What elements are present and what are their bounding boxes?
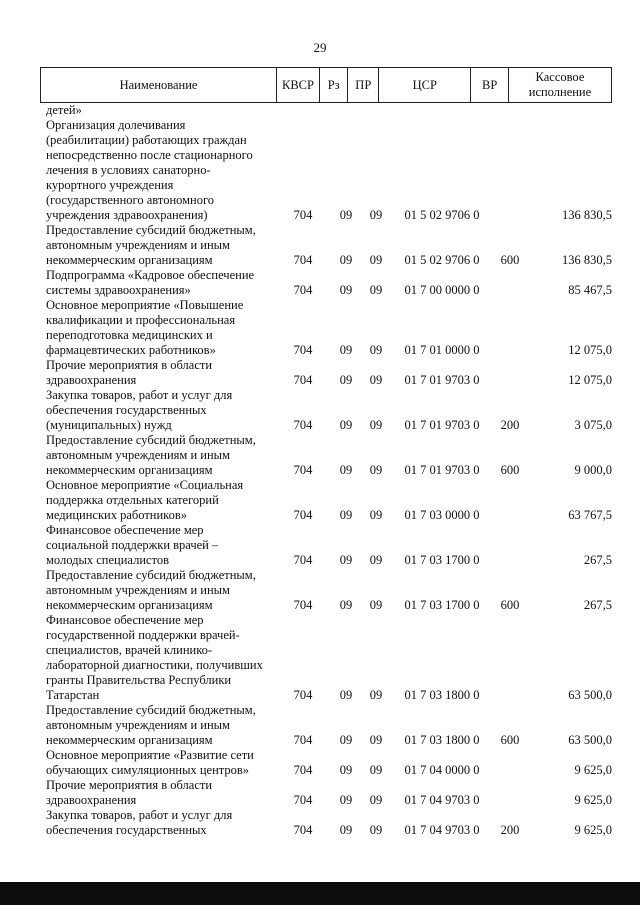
row-name-line: автономным учреждениям и иным — [46, 238, 230, 252]
row-name — [46, 778, 274, 808]
row-amount: 267,5 — [583, 598, 612, 612]
row-csr: 01 7 01 9703 0 — [404, 418, 480, 432]
header-rz: Рз — [319, 68, 348, 103]
row-name-line: Организация долечивания — [46, 118, 186, 132]
row-amount: 12 075,0 — [568, 373, 612, 387]
row-name-line: Закупка товаров, работ и услуг для — [46, 808, 233, 822]
row-amount: 3 075,0 — [574, 418, 612, 432]
row-name-line: государственной поддержки врачей- — [46, 628, 240, 642]
row-name-line: детей» — [46, 103, 82, 117]
row-name-line: социальной поддержки врачей – — [46, 538, 219, 552]
row-name — [46, 703, 274, 748]
row-kvsr: 704 — [293, 418, 313, 432]
table-row — [46, 358, 612, 388]
row-name-line: гранты Правительства Республики — [46, 673, 232, 687]
row-name-line: некоммерческим организациям — [46, 598, 213, 612]
row-rz: 09 — [339, 733, 353, 747]
row-kvsr: 704 — [293, 688, 313, 702]
row-csr: 01 7 04 9703 0 — [404, 793, 480, 807]
row-vr: 600 — [500, 598, 520, 612]
row-csr: 01 7 01 0000 0 — [404, 343, 480, 357]
row-pr: 09 — [369, 688, 383, 702]
row-rz: 09 — [339, 373, 353, 387]
row-csr: 01 7 04 9703 0 — [404, 823, 480, 837]
row-vr: 200 — [500, 418, 520, 432]
row-name — [46, 118, 274, 223]
header-name: Наименование — [41, 68, 277, 103]
row-kvsr: 704 — [293, 508, 313, 522]
row-rz: 09 — [339, 793, 353, 807]
row-pr: 09 — [369, 283, 383, 297]
row-pr: 09 — [369, 598, 383, 612]
row-name — [46, 748, 274, 778]
row-amount: 136 830,5 — [562, 253, 612, 267]
row-kvsr: 704 — [293, 373, 313, 387]
row-pr: 09 — [369, 823, 383, 837]
row-name — [46, 358, 274, 388]
row-name — [46, 478, 274, 523]
row-name-line: Основное мероприятие «Развитие сети — [46, 748, 254, 762]
row-csr: 01 7 00 0000 0 — [404, 283, 480, 297]
row-name-line: (государственного автономного — [46, 193, 215, 207]
row-name-line: Финансовое обеспечение мер — [46, 613, 204, 627]
row-amount: 267,5 — [583, 553, 612, 567]
row-csr: 01 7 03 0000 0 — [404, 508, 480, 522]
table-row — [46, 613, 612, 703]
row-kvsr: 704 — [293, 343, 313, 357]
header-kassovoe — [508, 68, 611, 103]
table-row — [46, 433, 612, 478]
row-name — [46, 298, 274, 358]
scan-border — [0, 882, 640, 905]
row-amount: 85 467,5 — [568, 283, 612, 297]
row-name-line: Предоставление субсидий бюджетным, — [46, 223, 256, 237]
row-name — [46, 433, 274, 478]
row-pr: 09 — [369, 373, 383, 387]
row-name — [46, 523, 274, 568]
row-name-line: Прочие мероприятия в области — [46, 358, 213, 372]
row-name-line: здравоохранения — [46, 373, 137, 387]
row-rz: 09 — [339, 553, 353, 567]
header-kassovoe-line1: Кассовое — [535, 70, 585, 84]
header-csr: ЦСР — [379, 68, 471, 103]
header-vr: ВР — [471, 68, 508, 103]
row-amount: 12 075,0 — [568, 343, 612, 357]
row-rz: 09 — [339, 763, 353, 777]
row-amount: 9 625,0 — [574, 763, 612, 777]
row-amount: 9 000,0 — [574, 463, 612, 477]
row-name-line: обеспечения государственных — [46, 823, 207, 837]
header-kvsr: КВСР — [277, 68, 320, 103]
row-name-line: молодых специалистов — [46, 553, 170, 567]
row-pr: 09 — [369, 463, 383, 477]
row-name-line: лабораторной диагностики, получивших — [46, 658, 263, 672]
table-header — [40, 67, 612, 103]
row-name-line: Закупка товаров, работ и услуг для — [46, 388, 233, 402]
row-amount: 63 500,0 — [568, 733, 612, 747]
row-name-line: Татарстан — [46, 688, 100, 702]
row-rz: 09 — [339, 418, 353, 432]
row-kvsr: 704 — [293, 253, 313, 267]
row-name-line: здравоохранения — [46, 793, 137, 807]
table-row — [46, 103, 612, 118]
table-row — [46, 568, 612, 613]
row-name — [46, 223, 274, 268]
row-kvsr: 704 — [293, 463, 313, 477]
row-pr: 09 — [369, 793, 383, 807]
row-name-line: Предоставление субсидий бюджетным, — [46, 433, 256, 447]
row-rz: 09 — [339, 598, 353, 612]
row-rz: 09 — [339, 508, 353, 522]
header-pr: ПР — [348, 68, 379, 103]
row-name-line: поддержка отдельных категорий — [46, 493, 219, 507]
row-name-line: лечения в условиях санаторно- — [46, 163, 211, 177]
row-rz: 09 — [339, 463, 353, 477]
row-rz: 09 — [339, 283, 353, 297]
row-name-line: системы здравоохранения» — [46, 283, 191, 297]
row-kvsr: 704 — [293, 208, 313, 222]
row-kvsr: 704 — [293, 763, 313, 777]
row-rz: 09 — [339, 688, 353, 702]
row-name-line: переподготовка медицинских и — [46, 328, 213, 342]
table-row — [46, 298, 612, 358]
row-name-line: Основное мероприятие «Социальная — [46, 478, 244, 492]
row-amount: 63 767,5 — [568, 508, 612, 522]
row-kvsr: 704 — [293, 793, 313, 807]
row-csr: 01 7 03 1800 0 — [404, 688, 480, 702]
row-vr: 600 — [500, 463, 520, 477]
row-name-line: специалистов, врачей клинико- — [46, 643, 213, 657]
row-name — [46, 103, 274, 118]
row-name-line: (муниципальных) нужд — [46, 418, 172, 432]
row-amount: 63 500,0 — [568, 688, 612, 702]
row-kvsr: 704 — [293, 553, 313, 567]
row-amount: 9 625,0 — [574, 823, 612, 837]
row-rz: 09 — [339, 253, 353, 267]
row-csr: 01 5 02 9706 0 — [404, 208, 480, 222]
row-pr: 09 — [369, 343, 383, 357]
header-kassovoe-line2: исполнение — [528, 85, 592, 99]
row-name-line: Основное мероприятие «Повышение — [46, 298, 244, 312]
row-vr: 600 — [500, 253, 520, 267]
row-name-line: фармацевтических работников» — [46, 343, 216, 357]
row-pr: 09 — [369, 253, 383, 267]
table-row — [46, 478, 612, 523]
table-row — [46, 118, 612, 223]
row-name-line: медицинских работников» — [46, 508, 188, 522]
row-kvsr: 704 — [293, 823, 313, 837]
row-amount: 136 830,5 — [562, 208, 612, 222]
row-rz: 09 — [339, 208, 353, 222]
row-pr: 09 — [369, 508, 383, 522]
row-pr: 09 — [369, 733, 383, 747]
row-name-line: автономным учреждениям и иным — [46, 583, 230, 597]
row-csr: 01 7 01 9703 0 — [404, 463, 480, 477]
row-vr: 600 — [500, 733, 520, 747]
row-kvsr: 704 — [293, 283, 313, 297]
row-pr: 09 — [369, 208, 383, 222]
row-name-line: автономным учреждениям и иным — [46, 448, 230, 462]
row-rz: 09 — [339, 823, 353, 837]
row-name-line: некоммерческим организациям — [46, 253, 213, 267]
row-name-line: непосредственно после стационарного — [46, 148, 253, 162]
row-name-line: некоммерческим организациям — [46, 733, 213, 747]
row-name-line: автономным учреждениям и иным — [46, 718, 230, 732]
row-csr: 01 7 01 9703 0 — [404, 373, 480, 387]
row-name-line: Прочие мероприятия в области — [46, 778, 213, 792]
page-number: 29 — [313, 40, 327, 55]
row-csr: 01 7 03 1700 0 — [404, 553, 480, 567]
table-row — [46, 808, 612, 838]
row-name-line: Финансовое обеспечение мер — [46, 523, 204, 537]
row-name — [46, 808, 274, 838]
row-name — [46, 268, 274, 298]
table-row — [46, 268, 612, 298]
row-name-line: квалификации и профессиональная — [46, 313, 236, 327]
row-name-line: обучающих симуляционных центров» — [46, 763, 250, 777]
row-rz: 09 — [339, 343, 353, 357]
row-name — [46, 613, 274, 703]
table-row — [46, 703, 612, 748]
table-row — [46, 223, 612, 268]
row-name-line: учреждения здравоохранения) — [46, 208, 208, 222]
row-name-line: Подпрограмма «Кадровое обеспечение — [46, 268, 255, 282]
row-pr: 09 — [369, 553, 383, 567]
row-name — [46, 568, 274, 613]
row-name — [46, 388, 274, 433]
row-name-line: курортного учреждения — [46, 178, 174, 192]
row-csr: 01 5 02 9706 0 — [404, 253, 480, 267]
row-name-line: некоммерческим организациям — [46, 463, 213, 477]
row-pr: 09 — [369, 763, 383, 777]
row-csr: 01 7 03 1800 0 — [404, 733, 480, 747]
row-csr: 01 7 04 0000 0 — [404, 763, 480, 777]
row-name-line: (реабилитации) работающих граждан — [46, 133, 247, 147]
row-csr: 01 7 03 1700 0 — [404, 598, 480, 612]
table-row — [46, 388, 612, 433]
row-pr: 09 — [369, 418, 383, 432]
table-body — [46, 103, 612, 838]
row-name-line: Предоставление субсидий бюджетным, — [46, 568, 256, 582]
table-row — [46, 523, 612, 568]
table-row — [46, 748, 612, 778]
row-name-line: Предоставление субсидий бюджетным, — [46, 703, 256, 717]
row-kvsr: 704 — [293, 733, 313, 747]
row-vr: 200 — [500, 823, 520, 837]
row-amount: 9 625,0 — [574, 793, 612, 807]
row-kvsr: 704 — [293, 598, 313, 612]
table-row — [46, 778, 612, 808]
row-name-line: обеспечения государственных — [46, 403, 207, 417]
